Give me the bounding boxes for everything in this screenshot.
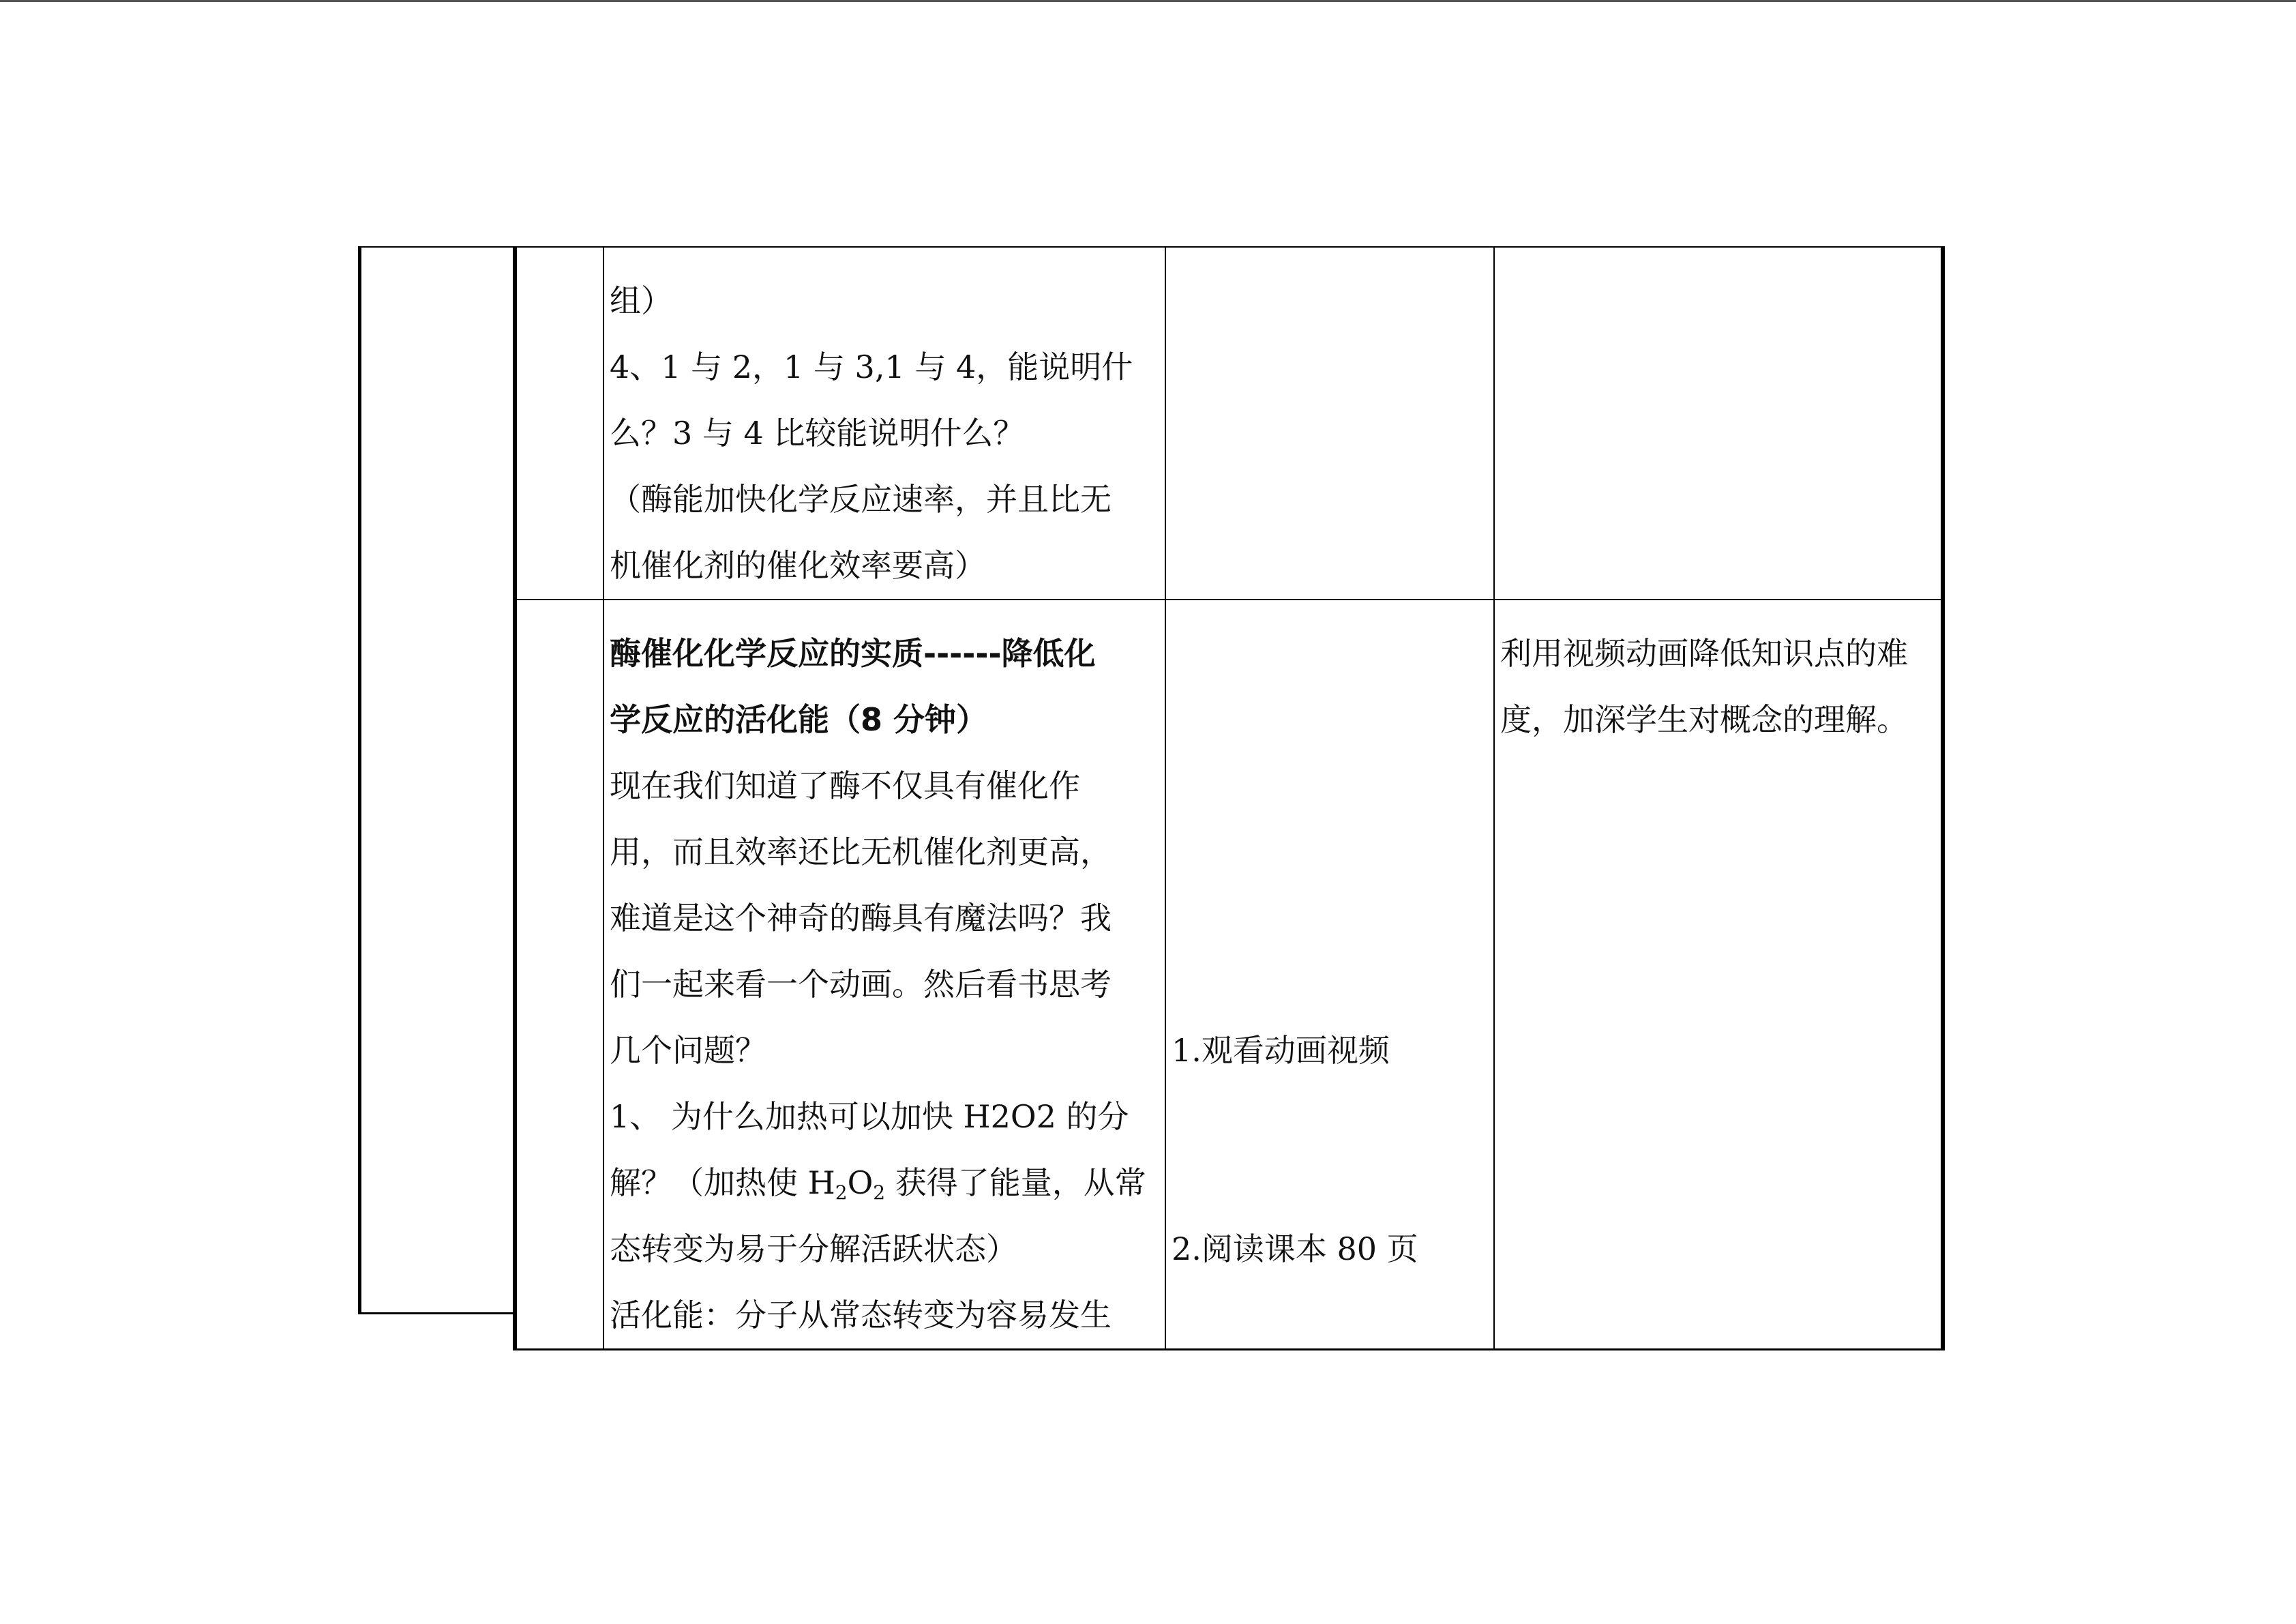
text-line: （酶能加快化学反应速率，并且比无 xyxy=(610,481,1112,518)
h2o2-prefix: 解？（加热使 H xyxy=(610,1164,835,1201)
design-intent-cell xyxy=(1494,600,1943,1350)
text-line: 活化能：分子从常态转变为容易发生 xyxy=(610,1297,1112,1333)
spacer xyxy=(1172,621,1489,753)
question-line: 1、 为什么加热可以加快 H2O2 的分 xyxy=(610,1098,1129,1135)
section-heading: 学反应的活化能（8 分钟） xyxy=(610,701,988,738)
student-activity-item: 2.阅读课本 80 页 xyxy=(1172,1230,1418,1267)
lesson-plan-table xyxy=(513,246,1945,1350)
student-activity-cell xyxy=(1165,247,1494,600)
text-line: 几个问题？ xyxy=(610,1032,766,1069)
text-line: 机催化剂的催化效率要高） xyxy=(610,547,986,584)
student-activity-item: 1.观看动画视频 xyxy=(1172,1032,1390,1069)
spacer xyxy=(1172,885,1489,1018)
text-line: 用，而且效率还比无机催化剂更高， xyxy=(610,833,1112,870)
spacer xyxy=(1172,1084,1489,1216)
outer-stage-column xyxy=(358,246,515,1314)
design-intent-line: 利用视频动画降低知识点的难 xyxy=(1500,635,1908,672)
step-cell xyxy=(515,247,603,600)
h2o2-subscript-2: 2 xyxy=(873,1181,886,1204)
spacer xyxy=(1172,753,1489,885)
text-line: 态转变为易于分解活跃状态） xyxy=(610,1230,1017,1267)
table-row xyxy=(515,600,1943,1350)
h2o2-subscript-1: 2 xyxy=(835,1181,848,1204)
teacher-activity-cell xyxy=(603,247,1165,600)
h2o2-line xyxy=(610,1150,1161,1216)
text-line: 4、1 与 2，1 与 3,1 与 4，能说明什 xyxy=(610,349,1133,385)
h2o2-mid: O xyxy=(847,1164,874,1201)
table-row xyxy=(515,247,1943,600)
design-intent-line: 度，加深学生对概念的理解。 xyxy=(1500,701,1908,738)
design-intent-cell xyxy=(1494,247,1943,600)
h2o2-suffix: 获得了能量，从常 xyxy=(885,1164,1146,1201)
text-line: 难道是这个神奇的酶具有魔法吗？我 xyxy=(610,900,1112,936)
text-line: 组） xyxy=(610,282,672,319)
student-activity-cell xyxy=(1165,600,1494,1350)
step-cell xyxy=(515,600,603,1350)
teacher-activity-cell xyxy=(603,600,1165,1350)
section-heading: 酶催化化学反应的实质------降低化 xyxy=(610,635,1096,672)
text-line: 们一起来看一个动画。然后看书思考 xyxy=(610,966,1112,1003)
text-line: 现在我们知道了酶不仅具有催化作 xyxy=(610,767,1080,804)
text-line: 么？3 与 4 比较能说明什么？ xyxy=(610,415,1025,452)
page-top-border xyxy=(0,0,2296,2)
